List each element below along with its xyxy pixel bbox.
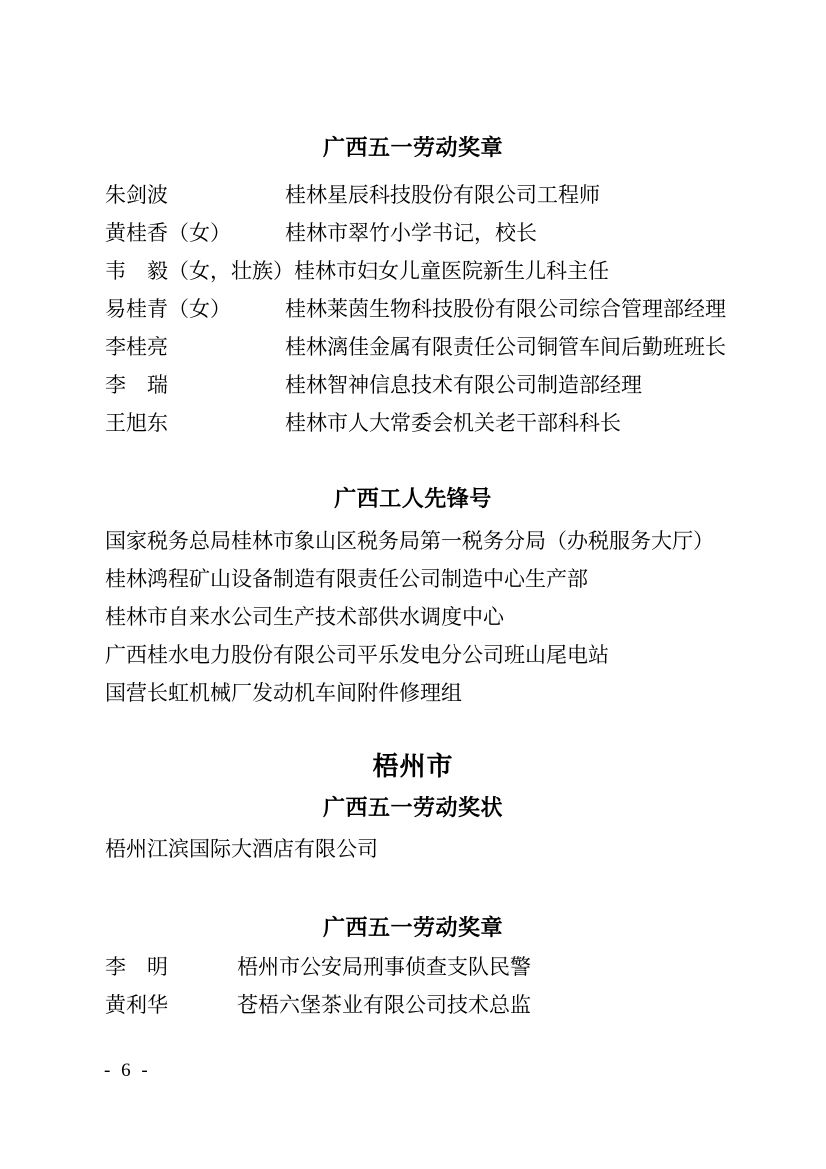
recipient-name: 李 明	[105, 955, 168, 979]
recipient-org: 桂林莱茵生物科技股份有限公司综合管理部经理	[285, 297, 726, 321]
recipient-name: 韦 毅（女，壮族）	[105, 259, 294, 283]
pioneer-entry: 广西桂水电力股份有限公司平乐发电分公司班山尾电站	[105, 643, 609, 667]
recipient-org: 苍梧六堡茶业有限公司技术总监	[237, 993, 531, 1017]
award-entry	[105, 986, 766, 1024]
wuzhou-medal-list	[105, 948, 766, 1024]
pioneer-entry: 桂林鸿程矿山设备制造有限责任公司制造中心生产部	[105, 567, 588, 591]
recipient-name: 朱剑波	[105, 183, 168, 207]
pioneer-entry: 国家税务总局桂林市象山区税务局第一税务分局（办税服务大厅）	[105, 529, 714, 553]
award-entry	[105, 948, 766, 986]
section-title-wuzhou-medal: 广西五一劳动奖章	[322, 915, 503, 940]
recipient-name: 黄利华	[105, 993, 168, 1017]
award-entry	[105, 404, 766, 442]
recipient-org: 梧州市公安局刑事侦查支队民警	[237, 955, 531, 979]
award-entry	[105, 290, 766, 328]
pioneer-entry: 国营长虹机械厂发动机车间附件修理组	[105, 681, 462, 705]
award-entry	[105, 366, 766, 404]
wuzhou-certificate-list	[105, 830, 766, 868]
section-title-wuzhou-certificate: 广西五一劳动奖状	[322, 795, 503, 820]
guilin-pioneer-list	[105, 522, 766, 712]
recipient-org: 桂林市人大常委会机关老干部科科长	[285, 411, 621, 435]
recipient-org: 桂林智神信息技术有限公司制造部经理	[285, 373, 642, 397]
recipient-name: 王旭东	[105, 411, 168, 435]
page-number: - 6 -	[104, 1060, 151, 1081]
recipient-name: 李桂亮	[105, 335, 168, 359]
recipient-name: 易桂青（女）	[105, 297, 231, 321]
award-entry	[105, 214, 766, 252]
award-entry	[105, 328, 766, 366]
certificate-entry: 梧州江滨国际大酒店有限公司	[105, 837, 378, 861]
city-title-wuzhou: 梧州市	[372, 751, 454, 781]
guilin-medal-list	[105, 176, 766, 442]
award-entry	[105, 252, 766, 290]
recipient-org: 桂林漓佳金属有限责任公司铜管车间后勤班班长	[285, 335, 726, 359]
recipient-org: 桂林星辰科技股份有限公司工程师	[285, 183, 600, 207]
recipient-name: 黄桂香（女）	[105, 221, 231, 245]
pioneer-entry: 桂林市自来水公司生产技术部供水调度中心	[105, 605, 504, 629]
recipient-name: 李 瑞	[105, 373, 168, 397]
section-title-guilin-pioneer: 广西工人先锋号	[334, 486, 492, 511]
recipient-org: 桂林市翠竹小学书记，校长	[285, 221, 537, 245]
recipient-org: 桂林市妇女儿童医院新生儿科主任	[294, 259, 609, 283]
award-entry	[105, 176, 766, 214]
section-title-guilin-medal: 广西五一劳动奖章	[322, 135, 503, 160]
